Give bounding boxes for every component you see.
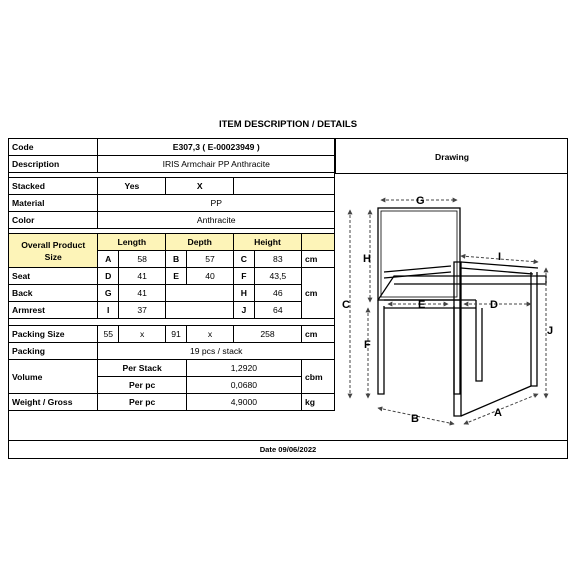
page-title: ITEM DESCRIPTION / DETAILS bbox=[218, 119, 358, 130]
drawing-header: Drawing bbox=[335, 138, 568, 174]
armrest-label: Armrest bbox=[9, 302, 98, 319]
spec-table bbox=[8, 138, 335, 411]
key-b: B bbox=[166, 251, 187, 268]
length-header: Length bbox=[98, 234, 166, 251]
packing-value: 19 pcs / stack bbox=[98, 343, 335, 360]
value-h: 46 bbox=[254, 285, 301, 302]
overall-header-row bbox=[9, 234, 335, 251]
key-g: G bbox=[98, 285, 119, 302]
value-d: 41 bbox=[119, 268, 166, 285]
label-i: I bbox=[498, 251, 502, 263]
volume-unit: cbm bbox=[301, 360, 334, 394]
label-d: D bbox=[490, 299, 498, 311]
key-a: A bbox=[98, 251, 119, 268]
back-label: Back bbox=[9, 285, 98, 302]
value-f: 43,5 bbox=[254, 268, 301, 285]
seat-label: Seat bbox=[9, 268, 98, 285]
armrest-row bbox=[9, 302, 335, 319]
color-value: Anthracite bbox=[98, 212, 335, 229]
overall-unit: cm bbox=[301, 251, 334, 268]
value-e: 40 bbox=[186, 268, 233, 285]
code-label: Code bbox=[9, 139, 98, 156]
color-label: Color bbox=[9, 212, 98, 229]
back-row bbox=[9, 285, 335, 302]
key-i: I bbox=[98, 302, 119, 319]
packing-size-v1: 55 bbox=[98, 326, 119, 343]
label-b: B bbox=[411, 413, 419, 425]
code-value: E307,3 ( E-00023949 ) bbox=[98, 139, 335, 156]
key-f: F bbox=[234, 268, 255, 285]
description-value: IRIS Armchair PP Anthracite bbox=[98, 156, 335, 173]
label-c: C bbox=[342, 299, 350, 311]
packing-size-label: Packing Size bbox=[9, 326, 98, 343]
date-footer: Date 09/06/2022 bbox=[8, 440, 568, 459]
seat-row bbox=[9, 268, 335, 285]
description-label: Description bbox=[9, 156, 98, 173]
code-row bbox=[9, 139, 335, 156]
weight-unit: kg bbox=[301, 394, 334, 411]
packing-size-v2: 91 bbox=[166, 326, 187, 343]
weight-per-pc-label: Per pc bbox=[98, 394, 186, 411]
material-row bbox=[9, 195, 335, 212]
stacked-mark: X bbox=[166, 178, 234, 195]
chair-outline bbox=[378, 208, 546, 416]
stacked-label: Stacked bbox=[9, 178, 98, 195]
packing-row bbox=[9, 343, 335, 360]
label-h: H bbox=[363, 253, 371, 265]
per-pc-label: Per pc bbox=[98, 377, 186, 394]
chair-drawing bbox=[336, 176, 566, 438]
label-j: J bbox=[547, 325, 554, 337]
value-g: 41 bbox=[119, 285, 166, 302]
size-unit: cm bbox=[301, 268, 334, 319]
key-d: D bbox=[98, 268, 119, 285]
volume-stack-row bbox=[9, 360, 335, 377]
packing-size-v3: 258 bbox=[234, 326, 302, 343]
label-g: G bbox=[416, 195, 425, 207]
stacked-yes: Yes bbox=[98, 178, 166, 195]
key-e: E bbox=[166, 268, 187, 285]
label-a: A bbox=[494, 407, 502, 419]
label-e: E bbox=[418, 299, 426, 311]
packing-label: Packing bbox=[9, 343, 98, 360]
label-f: F bbox=[364, 339, 371, 351]
weight-label: Weight / Gross bbox=[9, 394, 98, 411]
per-pc-value: 0,0680 bbox=[186, 377, 301, 394]
color-row bbox=[9, 212, 335, 229]
value-c: 83 bbox=[254, 251, 301, 268]
depth-header: Depth bbox=[166, 234, 234, 251]
material-label: Material bbox=[9, 195, 98, 212]
overall-label: Overall Product Size bbox=[9, 234, 98, 268]
key-c: C bbox=[234, 251, 255, 268]
key-j: J bbox=[234, 302, 255, 319]
value-i: 37 bbox=[119, 302, 166, 319]
packing-size-row bbox=[9, 326, 335, 343]
description-row bbox=[9, 156, 335, 173]
packing-size-x2: x bbox=[186, 326, 233, 343]
weight-value: 4,9000 bbox=[186, 394, 301, 411]
volume-label: Volume bbox=[9, 360, 98, 394]
key-h: H bbox=[234, 285, 255, 302]
value-a: 58 bbox=[119, 251, 166, 268]
height-header: Height bbox=[234, 234, 302, 251]
dimension-lines bbox=[350, 200, 546, 424]
material-value: PP bbox=[98, 195, 335, 212]
per-stack-label: Per Stack bbox=[98, 360, 186, 377]
stacked-row bbox=[9, 178, 335, 195]
weight-row bbox=[9, 394, 335, 411]
per-stack-value: 1,2920 bbox=[186, 360, 301, 377]
packing-size-unit: cm bbox=[301, 326, 334, 343]
value-j: 64 bbox=[254, 302, 301, 319]
packing-size-x1: x bbox=[119, 326, 166, 343]
value-b: 57 bbox=[186, 251, 233, 268]
